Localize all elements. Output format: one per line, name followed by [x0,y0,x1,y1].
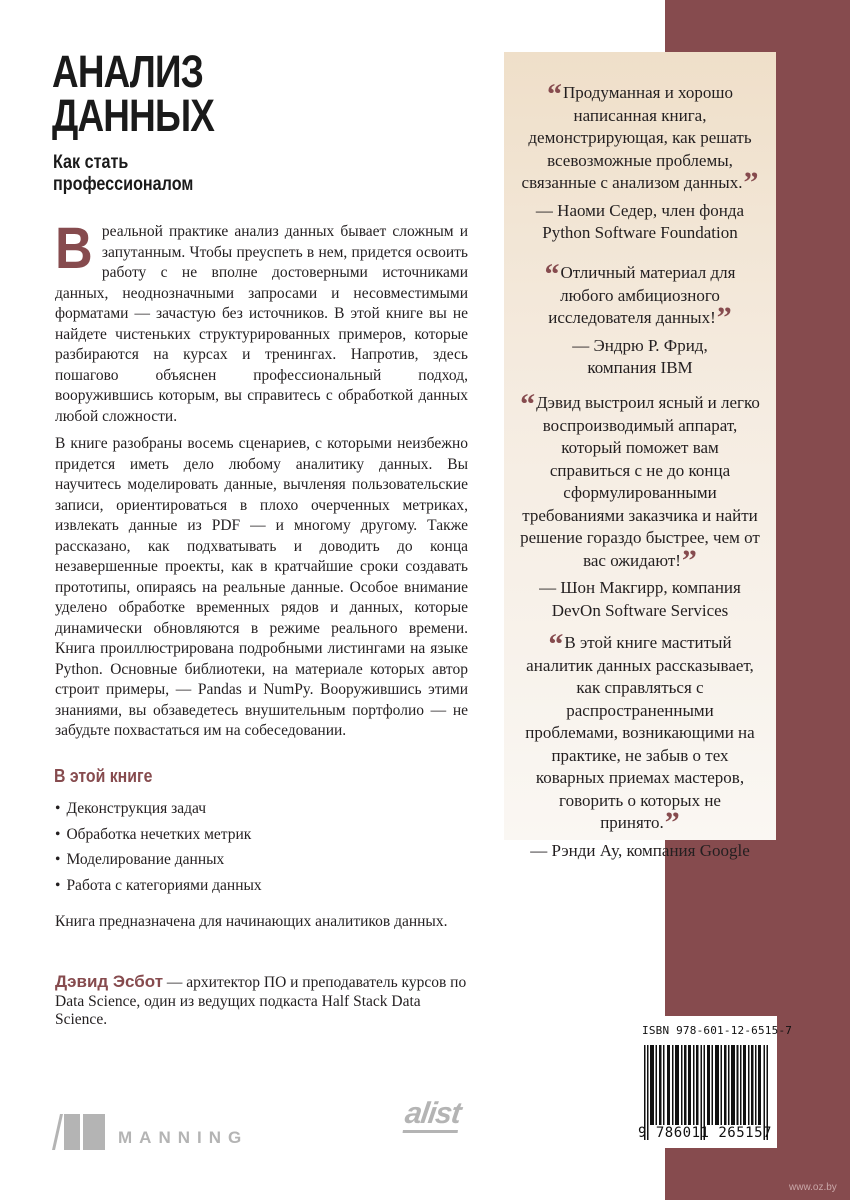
author-bio [55,973,475,1030]
manning-mark-icon [52,1114,106,1150]
subtitle-line-1: Как стать [53,152,129,173]
description [55,216,468,749]
isbn-label: ISBN 978-601-12-6515-7 [642,1024,793,1037]
close-quote-icon: ” [664,806,680,839]
subtitle-line-2: профессионалом [53,174,194,195]
close-quote-icon: ” [681,543,697,577]
testimonial-3 [504,388,776,622]
close-quote-icon: ” [743,166,759,199]
feature-item: • Деконструкция задач [55,796,262,822]
book-title [52,46,215,141]
testimonials-box [504,52,776,860]
ean-digits: 9 786011 265157 [638,1125,772,1141]
drop-cap: В [55,216,93,281]
book-subtitle [53,152,193,196]
author-name: Дэвид Эсбот [55,972,164,991]
testimonial-2 [504,258,776,380]
manning-wordmark: MANNING [118,1128,249,1147]
testimonial-text: В этой книге маститый аналитик данных рассказывает, как справляться с распространенными проблемами, возникающими на практике, не забыв о тех коварных приемах мастеров, говорить о которых не принято. [525,633,755,832]
testimonial-text: Дэвид выстроил ясный и легко воспроизводимый аппарат, который поможет вам справиться с не до конца сформулированными требованиями заказчика и найти решение гораздо быстрее, чем от вас ожидают! [520,393,760,570]
audience-note: Книга предназначена для начинающих аналитиков данных. [55,913,448,930]
watermark: www.oz.by [789,1182,837,1193]
feature-item: • Обработка нечетких метрик [55,822,262,848]
isbn-barcode [634,1016,793,1148]
open-quote-icon: “ [544,258,560,291]
testimonial-attribution: — Эндрю Р. Фрид, компания IBM [572,335,708,377]
paragraph-1-text: реальной практике анализ данных бывает сложным и запутанным. Чтобы преуспеть в нем, придется освоить работу с не вполне достоверными источниками данных, неоднозначными запросами и несовместимыми форматами — зачастую без источников. В этой книге вы не найдете чистеньких структурированных примеров, которые разбираются на курсах и тренингах. Напротив, здесь пошагово объяснен профессиональный подход, вооружившись которым, вы справитесь с обработкой данных любой сложности. [55,223,468,425]
testimonial-attribution: — Рэнди Ау, компания Google [530,840,750,860]
testimonial-4 [504,628,776,862]
feature-item: • Работа с категориями данных [55,873,262,899]
testimonial-1 [504,78,776,245]
description-paragraph-1 [55,216,468,427]
testimonial-text: Продуманная и хорошо написанная книга, демонстрирующая, как решать всевозможные проблемы, связанные с анализом данных. [521,83,752,192]
open-quote-icon: “ [548,628,564,661]
description-paragraph-2: В книге разобраны восемь сценариев, с которыми неизбежно придется иметь дело любому аналитику данных. Вы научитесь моделировать данные, вычленяя пользовательские записи, ориентироваться в плохо очерченных метриках, извлекать данные из PDF — и многому другому. Также рассказано, как подхватывать и доводить до конца незавершенные проекты, как в кратчайшие сроки создавать прототипы, опираясь на реальные данные. Особое внимание уделено обработке временных рядов и данных, которые динамически обновляются в режиме реального времени. Книга проиллюстрирована подробными листингами на языке Python. Основные библиотеки, на материале которых автор строит примеры, — Pandas и NumPy. Вооружившись этими знаниями, вы обзаведетесь внушительным портфолио — не забудьте похвастаться им на собеседовании. [55,435,468,739]
alist-logo: alist [403,1098,463,1133]
testimonial-attribution: — Наоми Седер, член фонда Python Software Foundation [535,200,745,242]
author-description: — архитектор ПО и преподаватель курсов по Data Science, один из ведущих подкаста Half Stack Data Science. [55,974,467,1028]
feature-item: • Моделирование данных [55,847,262,873]
open-quote-icon: “ [520,388,536,421]
testimonial-text: Отличный материал для любого амбициозного исследователя данных! [548,263,736,327]
close-quote-icon: ” [716,301,732,334]
testimonial-attribution: — Шон Макгирр, компания DevOn Software Services [539,578,741,620]
open-quote-icon: “ [547,78,562,111]
title-line-2: ДАННЫХ [52,90,215,141]
title-line-1: АНАЛИЗ [52,46,204,97]
in-this-book-heading: В этой книге [54,766,153,786]
manning-logo [52,1112,248,1150]
features-list [55,796,262,898]
